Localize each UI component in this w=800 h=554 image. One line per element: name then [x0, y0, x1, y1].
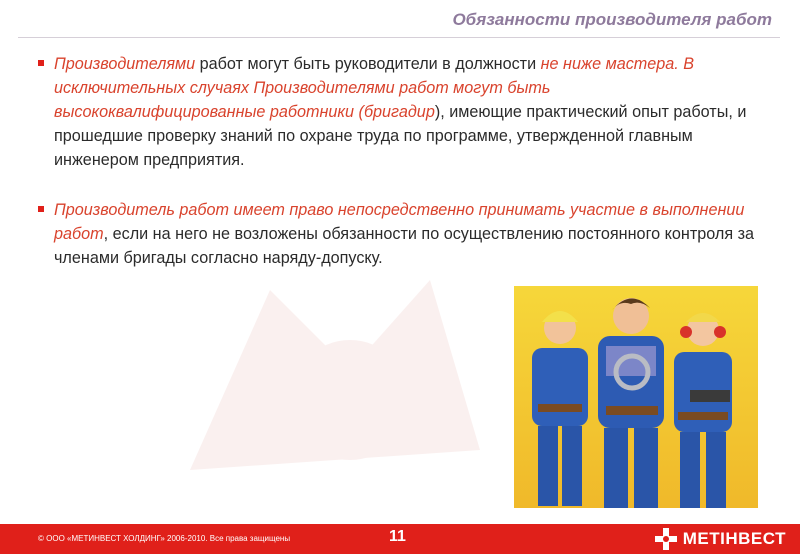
- bullet-segment: , если на него не возложены обязанности по осуществлению постоянного контроля за членами бригады согласно наряду-допуску.: [54, 225, 755, 267]
- bullet-item: [34, 52, 756, 172]
- three-workers-illustration: [514, 286, 758, 508]
- footer-bar: [0, 524, 800, 554]
- page-number: 11: [389, 528, 406, 545]
- copyright-text: © ООО «МЕТИНВЕСТ ХОЛДИНГ» 2006-2010. Все права защищены: [38, 534, 291, 543]
- bullet-segment: работ могут быть руководители в должности: [195, 55, 541, 73]
- bullet-item: [34, 198, 756, 270]
- bullet-segment: Производителями: [54, 55, 196, 73]
- logo-text: МЕТІНВЕСТ: [682, 529, 786, 548]
- bullet-segment: не ниже мастера. В исключительных случаях Производителями работ могут быть высококвалифицированные работники (бригадир: [54, 55, 695, 121]
- bullet-segment: Производитель работ имеет право непосредственно принимать участие в выполнении работ: [54, 201, 745, 243]
- company-logo: [655, 527, 786, 551]
- slide-title: Обязанности производителя работ: [452, 10, 772, 29]
- title-divider: [18, 37, 780, 38]
- square-bullet-icon: [38, 60, 44, 66]
- metinvest-cross-logo-icon: [655, 528, 677, 550]
- slide-content: [34, 52, 756, 296]
- square-bullet-icon: [38, 206, 44, 212]
- bullet-segment: ), имеющие практический опыт работы, и прошедшие проверку знаний по охране труда по программе, утвержденной главным инженером предприятия.: [54, 103, 747, 169]
